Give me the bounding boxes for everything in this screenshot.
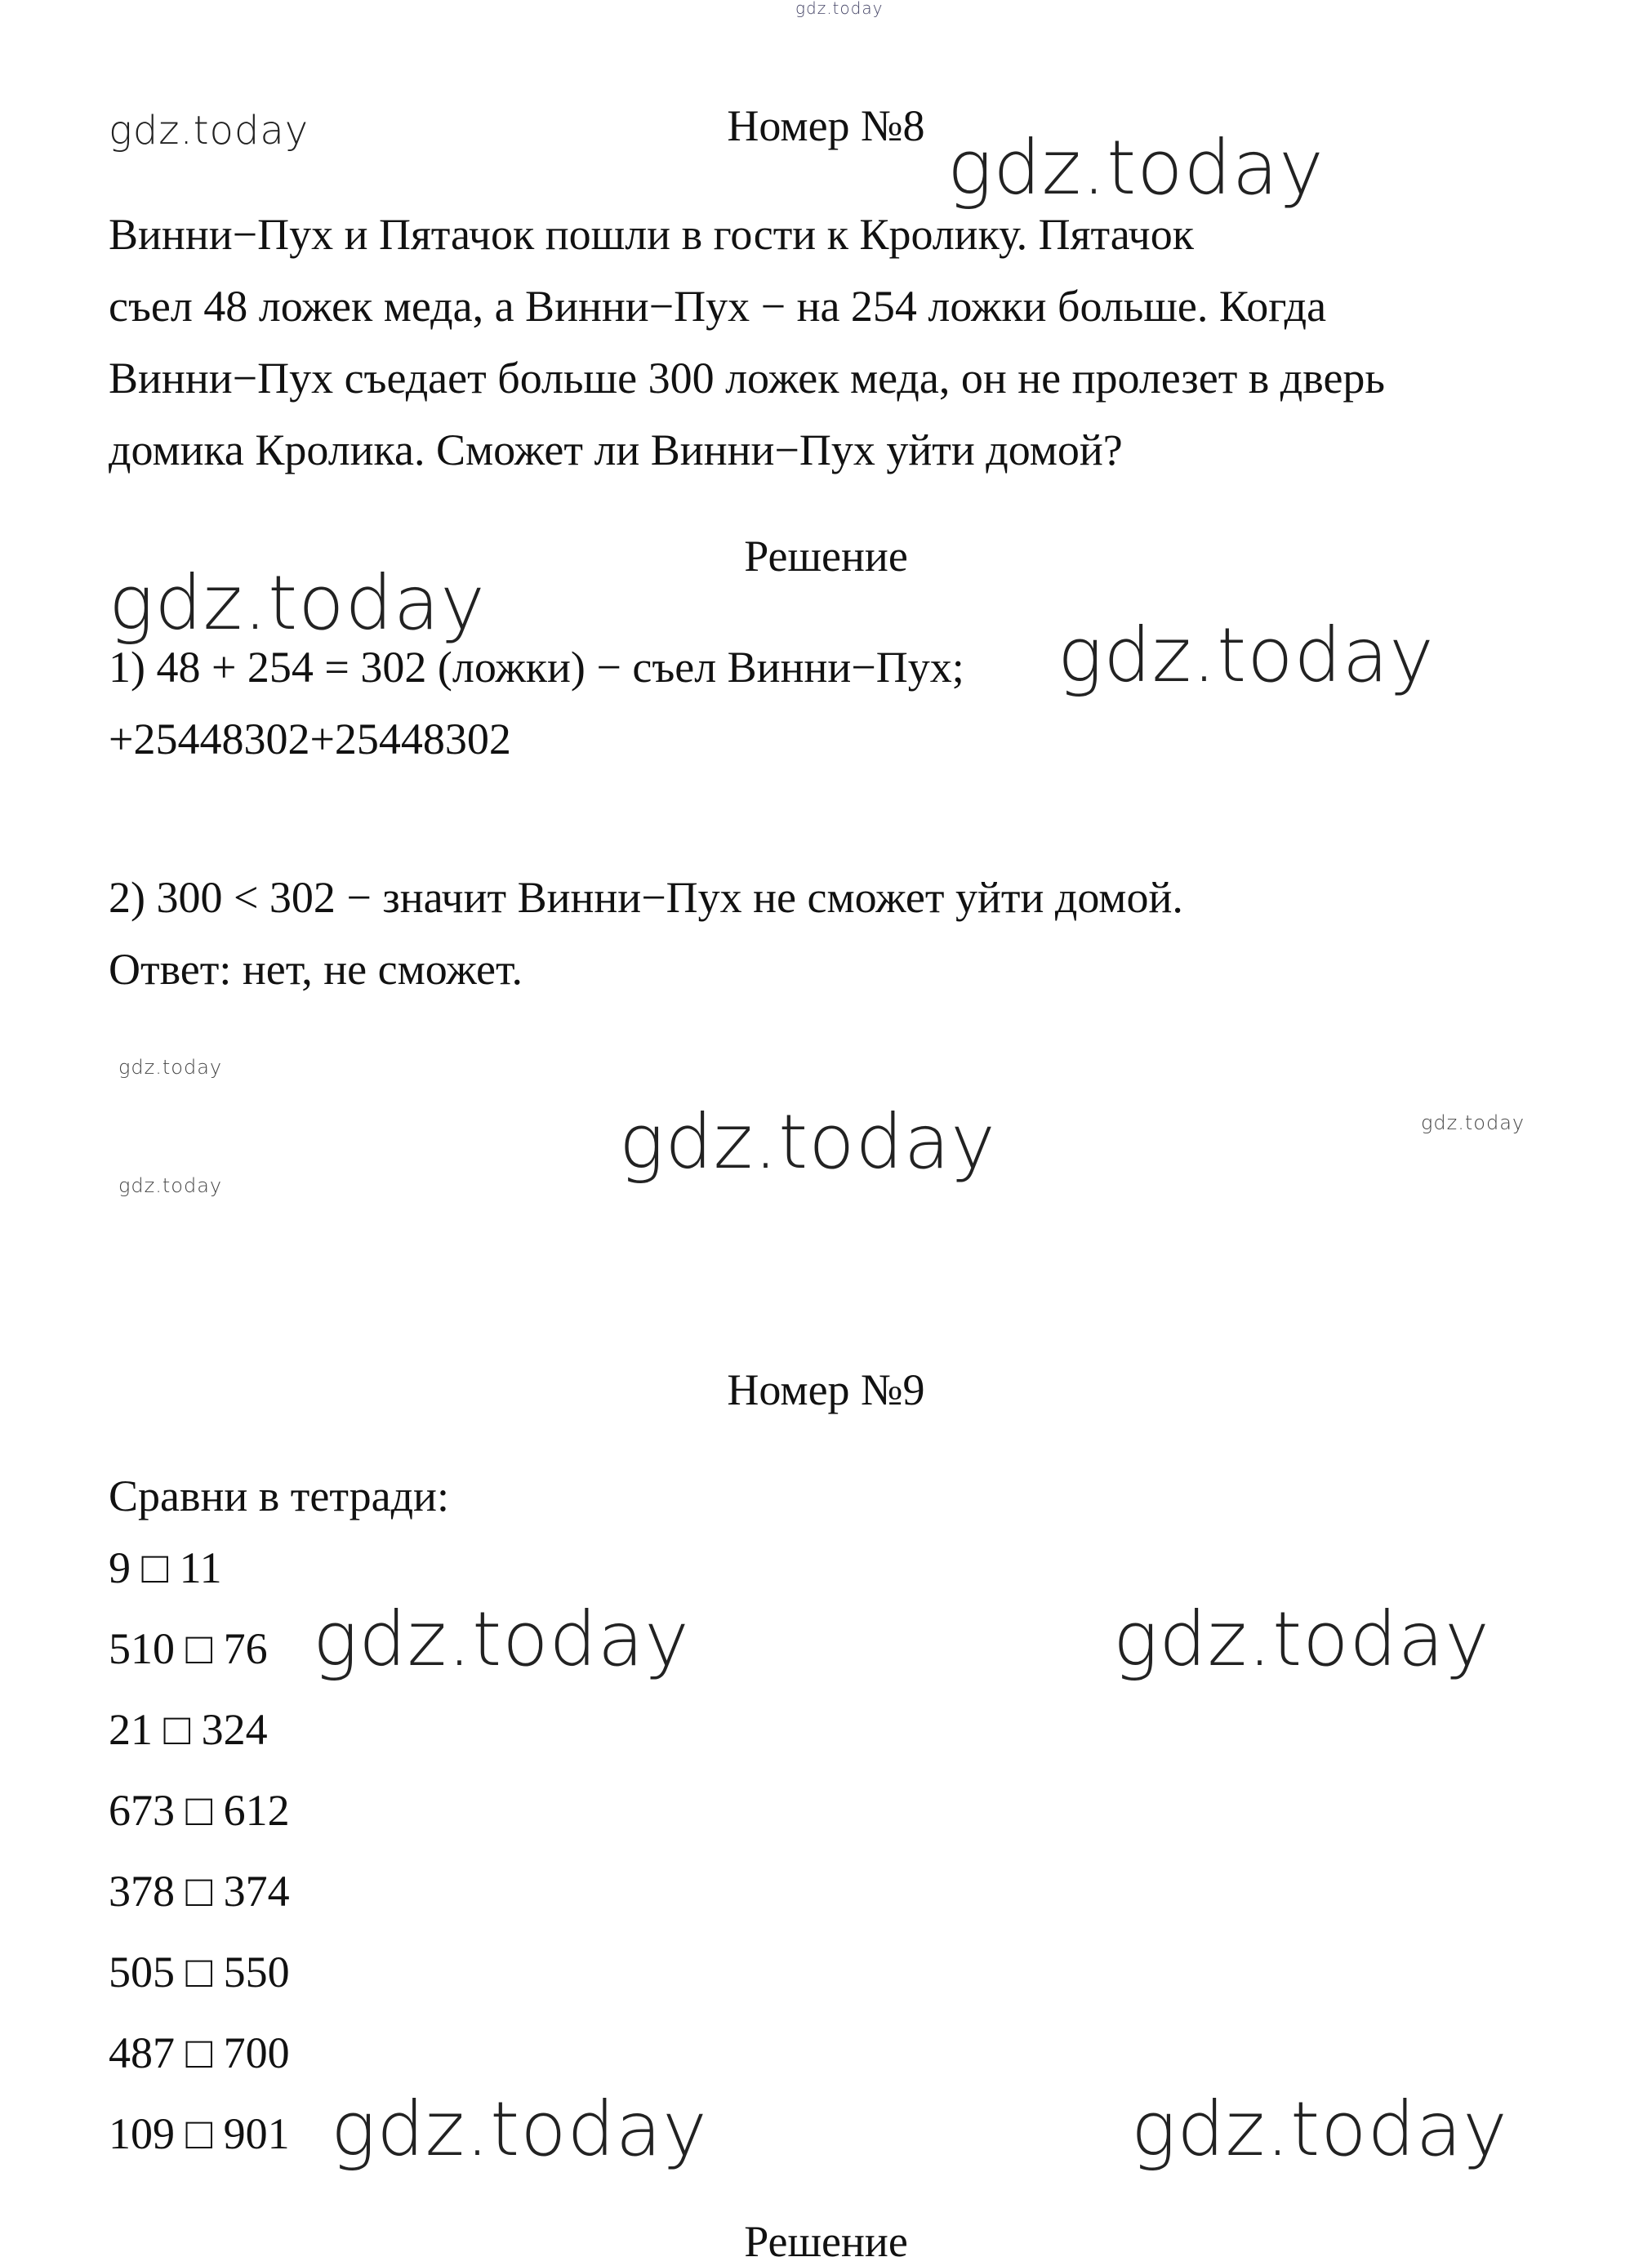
watermark: gdz.today [313,1596,690,1683]
watermark: gdz.today [118,1174,223,1197]
task8-text-line: съел 48 ложек меда, а Винни−Пух − на 254 ложки больше. Когда [109,282,1327,331]
compare-pair: 378 □ 374 [109,1867,290,1916]
watermark-top: gdz.today [795,0,884,18]
compare-pair: 510 □ 76 [109,1624,268,1673]
compare-pair: 21 □ 324 [109,1705,268,1754]
watermark: gdz.today [1113,1596,1490,1683]
watermark: gdz.today [619,1098,996,1186]
task8-step2: 2) 300 < 302 − значит Винни−Пух не сможет уйти домой. [109,873,1183,922]
compare-pair: 9 □ 11 [109,1543,222,1592]
watermark: gdz.today [109,108,309,154]
compare-pair: 673 □ 612 [109,1786,290,1835]
task8-step1-calc: +25448302+25448302 [109,715,511,763]
task8-text-line: домика Кролика. Сможет ли Винни−Пух уйти домой? [109,425,1123,474]
task8-text-line: Винни−Пух и Пятачок пошли в гости к Кролику. Пятачок [109,210,1194,259]
watermark: gdz.today [1421,1111,1525,1134]
watermark: gdz.today [109,559,486,647]
compare-pair: 487 □ 700 [109,2028,290,2077]
task9-prompt: Сравни в тетради: [109,1471,449,1520]
compare-pair: 109 □ 901 [109,2109,290,2158]
task8-title: Номер №8 [727,101,925,150]
compare-pair: 505 □ 550 [109,1948,290,1997]
task9-solution-title: Решение [744,2217,908,2266]
task8-answer: Ответ: нет, не сможет. [109,945,523,994]
watermark: gdz.today [1058,612,1435,699]
watermark: gdz.today [118,1056,223,1079]
task8-step1: 1) 48 + 254 = 302 (ложки) − съел Винни−Пух; [109,643,964,692]
task9-title: Номер №9 [727,1365,925,1414]
task8-solution-title: Решение [744,532,908,581]
watermark: gdz.today [1131,2086,1508,2173]
watermark: gdz.today [331,2086,708,2173]
task8-text-line: Винни−Пух съедает больше 300 ложек меда, он не пролезет в дверь [109,354,1386,403]
watermark: gdz.today [947,124,1325,211]
